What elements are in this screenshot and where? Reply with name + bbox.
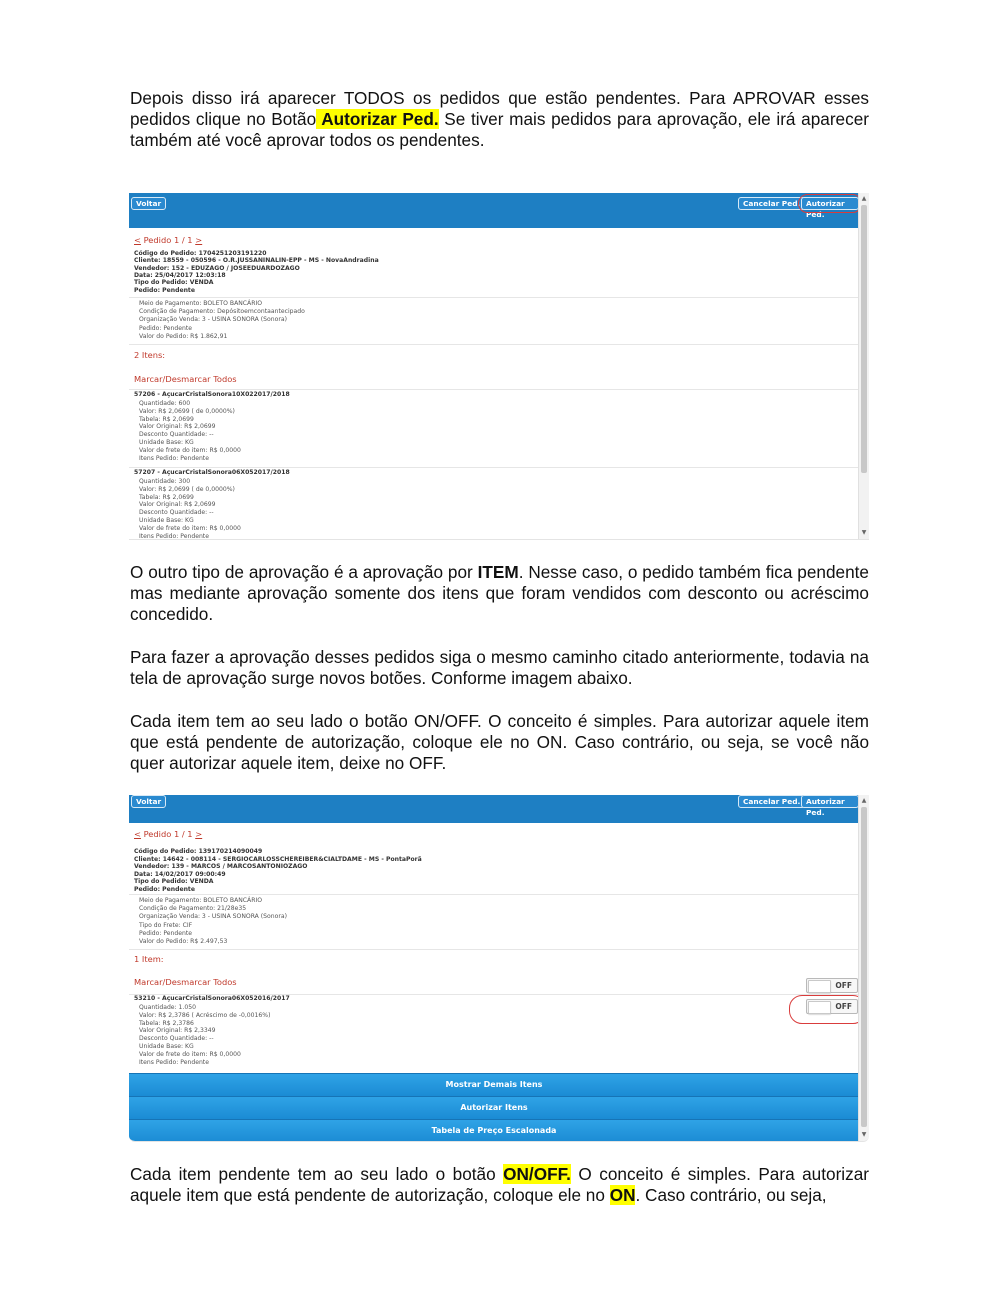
item-detail-line: Unidade Base: KG [139,1043,194,1050]
pager-next-link[interactable]: > [195,829,203,839]
authorize-items-button[interactable]: Autorizar Itens [129,1096,859,1119]
divider [129,389,859,390]
top-toolbar [129,795,859,823]
order-header-line: Vendedor: 152 - EDUZAGO / JOSEEDUARDOZAGO [134,264,300,272]
select-all-link[interactable]: Marcar/Desmarcar Todos [134,374,237,384]
final-paragraph [130,1164,869,1206]
order-header-line: Código do Pedido: 139170214090049 [134,848,263,855]
onoff-highlight: ON/OFF. [503,1164,571,1184]
order-detail-line: Organização Venda: 3 - USINA SONORA (Sonora) [139,913,287,921]
item-detail-line: Valor de frete do item: R$ 0,0000 [139,1050,241,1058]
scroll-down-icon[interactable]: ▼ [861,1131,867,1138]
screenshot-order-approval [129,193,869,540]
cancel-order-button[interactable]: Cancelar Ped. [738,197,805,210]
item-detail-line: Quantidade: 600 [139,400,191,407]
cancel-order-button[interactable]: Cancelar Ped. [738,795,805,808]
pager-text: Pedido 1 / 1 [140,235,196,245]
item-detail-line: Desconto Quantidade: -- [139,509,214,517]
order-detail-line: Valor do Pedido: R$ 2.497,53 [139,938,228,945]
order-detail-line: Tipo do Frete: CIF [139,921,193,929]
authorize-order-button[interactable]: Autorizar Ped. [801,795,859,808]
onoff-paragraph: Cada item tem ao seu lado o botão ON/OFF. O conceito é simples. Para autorizar aquele item que está pendente de autorização, coloque ele no ON. Caso contrário, ou seja, se você não quer autorizar aquele item, deixe no OFF. [130,711,869,773]
scroll-up-icon[interactable]: ▲ [861,195,867,202]
order-header-line: Vendedor: 139 - MARCOS / MARCOSANTONIOZAGO [134,863,308,870]
item-detail-line: Valor: R$ 2,0699 ( de 0,0000%) [139,407,235,415]
pager-text: Pedido 1 / 1 [140,829,196,839]
price-table-button[interactable]: Tabela de Preço Escalonada [129,1119,859,1142]
screenshot-item-approval [129,795,869,1142]
scroll-thumb[interactable] [861,205,867,473]
intro-paragraph [130,88,869,151]
pager-prev-link[interactable]: < [134,235,141,245]
order-detail-line: Meio de Pagamento: BOLETO BANCÁRIO [139,897,263,904]
order-pager [134,829,202,839]
item-detail-line: Tabela: R$ 2,0699 [139,415,194,423]
item-detail-line: Tabela: R$ 2,3786 [139,1019,194,1027]
order-pager [134,235,202,245]
order-detail-line: Organização Venda: 3 - USINA SONORA (Sonora) [139,316,287,324]
item-detail-line: Valor de frete do item: R$ 0,0000 [139,524,241,532]
para5-text-3: . Caso contrário, ou seja, [635,1185,827,1205]
item-detail-line: Desconto Quantidade: -- [139,1035,214,1043]
back-button[interactable]: Voltar [131,795,166,808]
intro-text-2: Se tiver mais pedidos para aprovação, ele irá aparecer também até você aprovar todos os pendentes. [130,109,869,150]
para2-text-2: . Nesse caso, o pedido também fica pendente mas mediante aprovação somente dos itens que foram vendidos com desconto ou acréscimo concedido. [130,562,869,624]
item-detail-line: Unidade Base: KG [139,517,194,524]
item-detail-line: Valor Original: R$ 2,3349 [139,1027,216,1035]
order-header-line: Pedido: Pendente [134,286,195,294]
scrollbar[interactable] [858,193,869,539]
path-paragraph: Para fazer a aprovação desses pedidos siga o mesmo caminho citado anteriormente, todavia na tela de aprovação surge novos botões. Conforme imagem abaixo. [130,647,869,688]
item-detail-line: Itens Pedido: Pendente [139,1058,209,1066]
item-detail-line: Itens Pedido: Pendente [139,454,209,462]
toggle-label: OFF [835,1002,852,1011]
scroll-thumb[interactable] [861,807,867,1127]
on-highlight: ON [609,1185,636,1205]
item-detail-line: Tabela: R$ 2,0699 [139,493,194,501]
scrollbar[interactable] [858,795,869,1141]
toggle-label: OFF [835,981,852,990]
item-detail-line: Itens Pedido: Pendente [139,532,209,540]
item-detail-line: Quantidade: 1.050 [139,1004,196,1011]
item-detail-line: Valor Original: R$ 2,0699 [139,501,216,509]
divider [129,949,859,950]
order-header-line: Cliente: 14642 - 008114 - SERGIOCARLOSSCHEREIBER&CIALTDAME - MS - PontaPorã [134,855,422,863]
order-detail-line: Pedido: Pendente [139,929,193,937]
item-approval-paragraph [130,562,869,625]
order-detail-line: Valor do Pedido: R$ 1.862,91 [139,332,228,340]
pager-next-link[interactable]: > [195,235,203,245]
back-button[interactable]: Voltar [131,197,166,210]
select-all-link[interactable]: Marcar/Desmarcar Todos [134,977,237,987]
item-detail-line: Unidade Base: KG [139,439,194,446]
item-title: 57207 - AçucarCristalSonora06X052017/2018 [134,469,290,476]
order-header-line: Pedido: Pendente [134,885,195,893]
item-title: 57206 - AçucarCristalSonora10X022017/2018 [134,391,290,398]
item-detail-line: Quantidade: 300 [139,478,191,485]
highlight-circle [798,194,862,213]
scroll-down-icon[interactable]: ▼ [861,529,867,536]
item-detail-line: Valor Original: R$ 2,0699 [139,423,216,431]
order-header-line: Tipo do Pedido: VENDA [134,279,214,287]
order-detail-line: Pedido: Pendente [139,324,193,332]
order-detail-line: Condição de Pagamento: 21/28e35 [139,905,247,913]
pager-prev-link[interactable]: < [134,829,141,839]
highlight-circle [789,995,866,1024]
divider [129,297,859,298]
items-count: 2 Itens: [134,350,166,360]
order-header-line: Cliente: 18559 - 050596 - O.R.JUSSANINALIN-EPP - MS - NovaAndradina [134,257,379,265]
order-header-line: Data: 14/02/2017 09:00:49 [134,870,226,878]
toggle-knob [808,980,831,993]
para5-text-1: Cada item pendente tem ao seu lado o botão [130,1164,504,1184]
item-keyword: ITEM [477,562,519,582]
intro-text-1: Depois disso irá aparecer TODOS os pedidos que estão pendentes. Para APROVAR esses pedidos clique no Botão [130,88,869,129]
scroll-up-icon[interactable]: ▲ [861,797,867,804]
top-toolbar [129,193,859,228]
order-header-line: Código do Pedido: 1704251203191220 [134,250,267,257]
order-detail-line: Condição de Pagamento: Depósitoemcontaantecipado [139,308,305,316]
item-title: 53210 - AçucarCristalSonora06X052016/2017 [134,995,290,1002]
order-header-line: Tipo do Pedido: VENDA [134,878,214,885]
authorize-order-button[interactable]: Autorizar Ped. [801,197,859,210]
item-detail-line: Valor: R$ 2,0699 ( de 0,0000%) [139,485,235,493]
divider [129,467,859,468]
show-more-items-button[interactable]: Mostrar Demais Itens [129,1073,859,1096]
divider [129,344,859,345]
order-detail-line: Meio de Pagamento: BOLETO BANCÁRIO [139,300,263,307]
item-detail-line: Desconto Quantidade: -- [139,431,214,439]
divider [129,894,859,895]
items-count: 1 Item: [134,954,164,964]
order-header-line: Data: 25/04/2017 12:03:18 [134,271,226,279]
para2-text-1: O outro tipo de aprovação é a aprovação por [130,562,478,582]
authorize-highlight: Autorizar Ped. [316,109,439,129]
para5-text-2: O conceito é simples. Para autorizar aquele item que está pendente de autorização, coloque ele no [130,1164,869,1205]
item-detail-line: Valor de frete do item: R$ 0,0000 [139,446,241,454]
item-detail-line: Valor: R$ 2,3786 ( Acréscimo de -0,0016%) [139,1011,271,1019]
select-all-toggle[interactable] [806,978,858,993]
